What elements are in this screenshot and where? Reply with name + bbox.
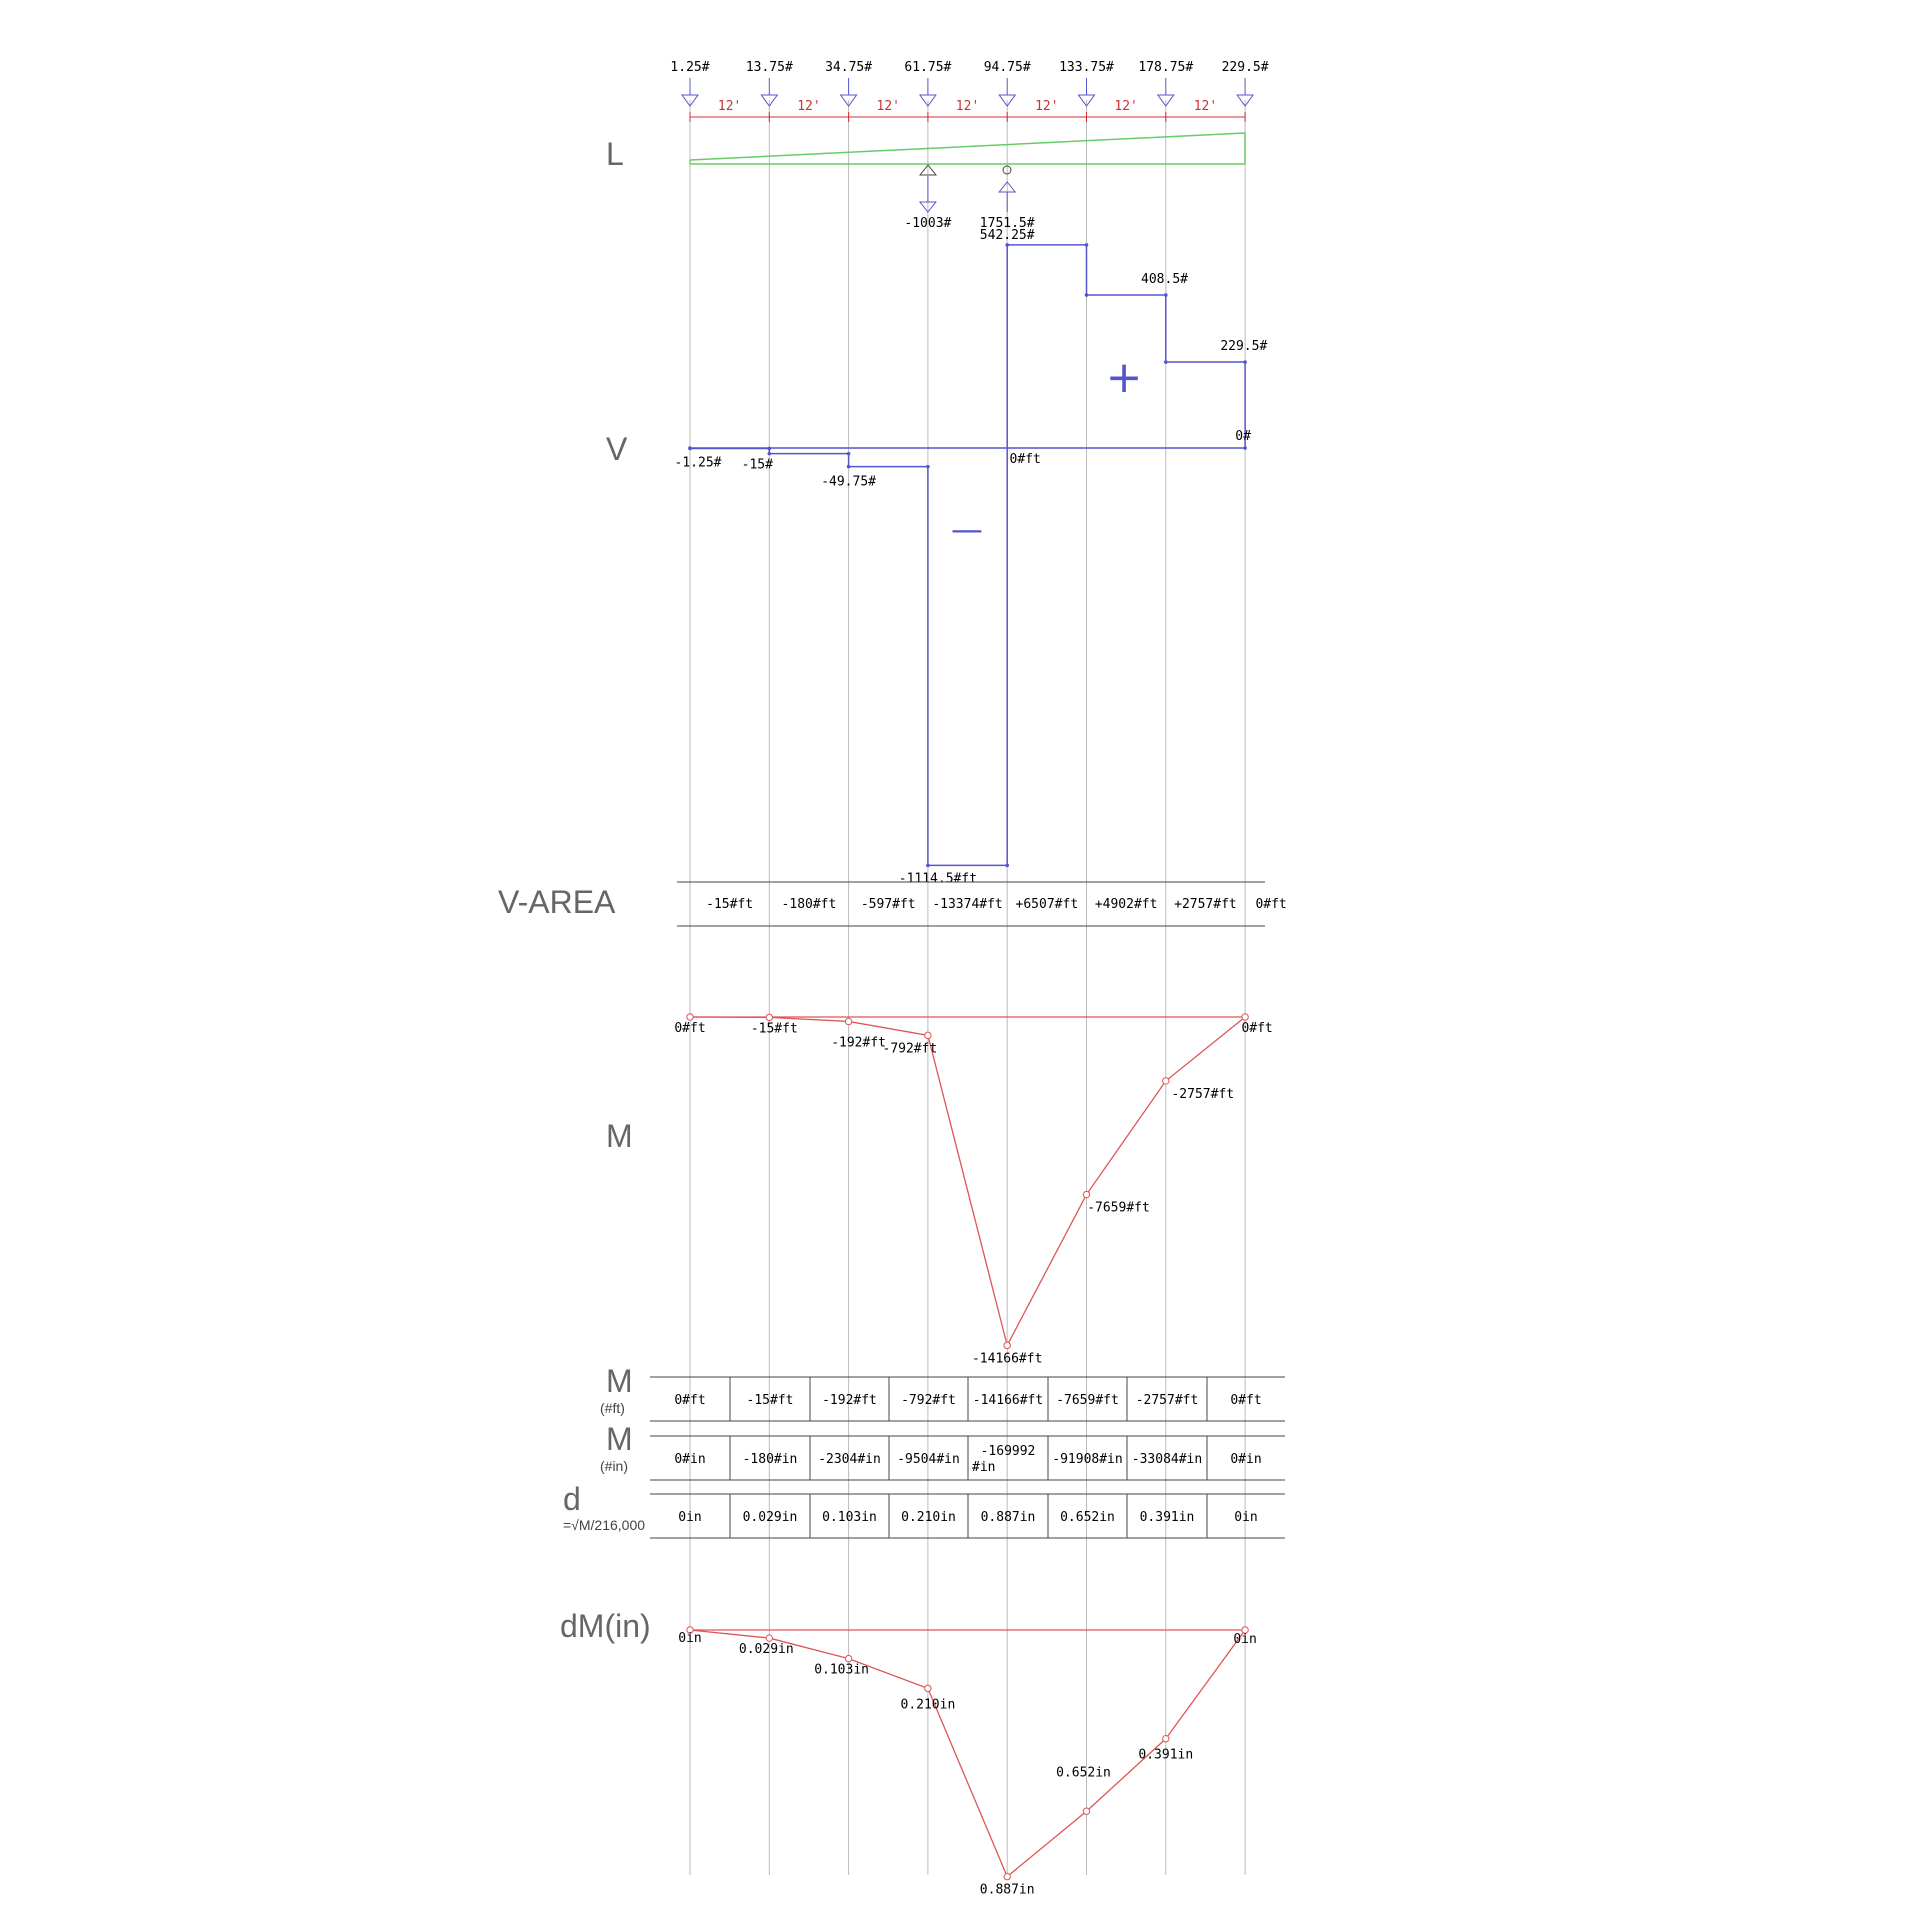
varea-cell-3: -13374#ft <box>932 897 1003 912</box>
label-depth: d <box>563 1481 581 1517</box>
moment-node-5 <box>1083 1191 1089 1197</box>
shear-node-5 <box>847 465 851 469</box>
moment-node-7 <box>1242 1014 1248 1020</box>
shear-diagram <box>675 228 1268 886</box>
moment-node-4 <box>1004 1342 1010 1348</box>
reaction-label-0: -1003# <box>904 216 952 231</box>
depth-table-cell-3: 0.210in <box>901 1510 956 1525</box>
depth-table-cell-6: 0.391in <box>1139 1510 1195 1525</box>
shear-label-5: 408.5# <box>1141 272 1188 288</box>
label-shear-area: V-AREA <box>498 884 616 920</box>
shear-node-8 <box>1005 864 1009 868</box>
shear-node-15 <box>1243 446 1247 450</box>
label-moment: M <box>606 1118 633 1154</box>
span-label-0: 12' <box>717 99 742 114</box>
moment-node-1 <box>766 1014 772 1020</box>
varea-cell-5: +4902#ft <box>1094 897 1158 912</box>
moment-in-table-cell-2: -2304#in <box>818 1452 881 1467</box>
moment-diagram <box>674 1014 1272 1367</box>
moment-in-table-cell-0: 0#in <box>674 1452 706 1467</box>
depth-table-cell-1: 0.029in <box>742 1510 798 1525</box>
depth-table-cell-2: 0.103in <box>822 1510 877 1525</box>
depth-label-2: 0.103in <box>814 1662 869 1678</box>
depth-node-2 <box>845 1655 851 1661</box>
label-depth-formula: =√M/216,000 <box>563 1517 646 1533</box>
span-label-6: 12' <box>1193 99 1218 114</box>
depth-table-cell-5: 0.652in <box>1060 1510 1115 1525</box>
load-label-5: 133.75# <box>1059 60 1114 75</box>
shear-node-14 <box>1243 360 1247 364</box>
shear-node-12 <box>1164 293 1168 297</box>
shear-area-table <box>677 882 1287 926</box>
tapered-beam <box>690 133 1245 164</box>
moment-label-4: -14166#ft <box>971 1351 1043 1367</box>
depth-table-cell-0: 0in <box>678 1510 702 1525</box>
moment-label-2: -192#ft <box>831 1035 886 1051</box>
depth-label-4: 0.887in <box>979 1882 1035 1898</box>
span-label-1: 12' <box>797 99 821 114</box>
span-label-2: 12' <box>876 99 900 114</box>
shear-node-7 <box>926 864 930 868</box>
shear-label-6: 229.5# <box>1220 339 1268 355</box>
moment-label-7: 0#ft <box>1241 1021 1273 1036</box>
label-moment-in: M <box>606 1421 633 1457</box>
moment-label-0: 0#ft <box>674 1021 706 1036</box>
shear-node-6 <box>926 465 930 469</box>
shear-label-8: 0#ft <box>1009 452 1041 467</box>
label-moment-ft: M <box>606 1363 633 1399</box>
shear-label-7: 0# <box>1235 429 1251 444</box>
load-label-7: 229.5# <box>1221 60 1269 75</box>
shear-node-9 <box>1005 243 1009 247</box>
varea-cell-1: -180#ft <box>781 897 837 912</box>
reaction-arrows <box>904 176 1034 231</box>
shear-node-2 <box>768 447 772 451</box>
load-label-6: 178.75# <box>1138 60 1194 75</box>
moment-node-0 <box>687 1014 693 1020</box>
moment-label-3: -792#ft <box>882 1041 938 1057</box>
moment-ft-table-cell-5: -7659#ft <box>1056 1393 1119 1408</box>
load-label-0: 1.25# <box>670 60 710 75</box>
depth-label-1: 0.029in <box>738 1642 794 1658</box>
depth-node-5 <box>1083 1808 1089 1814</box>
label-shear: V <box>606 431 628 467</box>
shear-label-4: 542.25# <box>979 227 1035 243</box>
depth-label-7: 0in <box>1233 1632 1257 1647</box>
load-label-1: 13.75# <box>745 60 793 75</box>
span-dimensions <box>690 99 1245 122</box>
varea-cell-2: -597#ft <box>860 897 916 912</box>
moment-node-2 <box>845 1018 851 1024</box>
label-moment-ft-unit: (#ft) <box>600 1400 625 1416</box>
moment-ft-table-cell-6: -2757#ft <box>1135 1393 1199 1408</box>
depth-node-1 <box>766 1635 772 1641</box>
depth-table-cell-4: 0.887in <box>980 1510 1036 1525</box>
load-label-3: 61.75# <box>904 60 952 75</box>
load-label-4: 94.75# <box>983 60 1031 75</box>
moment-in-table-cell-4-unit: #in <box>972 1460 996 1475</box>
moment-in-table-cell-4: -169992 <box>980 1444 1036 1459</box>
depth-label-3: 0.210in <box>900 1697 956 1713</box>
label-depth-moment: dM(in) <box>560 1608 651 1644</box>
depth-table-cell-7: 0in <box>1234 1510 1258 1525</box>
moment-in-table-cell-7: 0#in <box>1230 1452 1262 1467</box>
depth-diagram <box>678 1627 1257 1898</box>
depth-node-4 <box>1004 1873 1010 1879</box>
depth-label-5: 0.652in <box>1056 1765 1111 1781</box>
shear-label-3: -1114.5#ft <box>898 871 978 887</box>
reaction-label-1: 1751.5# <box>979 216 1035 231</box>
moment-label-6: -2757#ft <box>1171 1086 1235 1102</box>
varea-cell-7: 0#ft <box>1255 897 1287 912</box>
moment-curve <box>690 1017 1245 1345</box>
depth-label-6: 0.391in <box>1138 1747 1194 1763</box>
shear-negative-sign: — <box>951 510 983 548</box>
depth-node-6 <box>1163 1735 1169 1741</box>
varea-cell-6: +2757#ft <box>1174 897 1237 912</box>
label-moment-in-unit: (#in) <box>600 1458 629 1474</box>
shear-node-4 <box>847 452 851 456</box>
moment-ft-table-cell-7: 0#ft <box>1230 1393 1262 1408</box>
varea-cell-0: -15#ft <box>706 897 754 912</box>
shear-label-2: -49.75# <box>821 474 876 490</box>
moment-label-1: -15#ft <box>750 1021 798 1037</box>
shear-node-10 <box>1085 243 1089 247</box>
shear-node-3 <box>768 452 772 456</box>
moment-node-6 <box>1163 1078 1169 1084</box>
span-label-4: 12' <box>1035 99 1059 114</box>
shear-positive-sign: + <box>1105 352 1143 403</box>
moment-ft-table-cell-1: -15#ft <box>746 1393 794 1408</box>
moment-in-table-cell-6: -33084#in <box>1131 1452 1203 1467</box>
moment-label-5: -7659#ft <box>1087 1200 1150 1216</box>
depth-label-0: 0in <box>678 1631 702 1646</box>
moment-in-table-cell-5: -91908#in <box>1052 1452 1123 1467</box>
span-label-5: 12' <box>1114 99 1138 114</box>
moment-ft-table-cell-4: -14166#ft <box>972 1393 1044 1408</box>
moment-ft-table-cell-0: 0#ft <box>674 1393 706 1408</box>
shear-node-11 <box>1085 293 1089 297</box>
moment-node-3 <box>925 1032 931 1038</box>
varea-cell-4: +6507#ft <box>1015 897 1079 912</box>
shear-curve <box>690 245 1245 865</box>
span-label-3: 12' <box>955 99 980 114</box>
moment-ft-table-cell-3: -792#ft <box>901 1393 956 1408</box>
value-tables <box>650 1377 1285 1538</box>
shear-node-13 <box>1164 360 1168 364</box>
moment-in-table-cell-1: -180#in <box>742 1452 798 1467</box>
station-gridlines <box>690 100 1245 1875</box>
label-load: L <box>606 136 624 172</box>
shear-node-1 <box>688 447 692 451</box>
load-label-2: 34.75# <box>825 60 873 75</box>
shear-label-0: -1.25# <box>674 455 722 471</box>
moment-ft-table-cell-2: -192#ft <box>822 1393 877 1408</box>
depth-node-3 <box>925 1685 931 1691</box>
shear-label-1: -15# <box>741 457 773 473</box>
moment-in-table-cell-3: -9504#in <box>897 1452 960 1467</box>
